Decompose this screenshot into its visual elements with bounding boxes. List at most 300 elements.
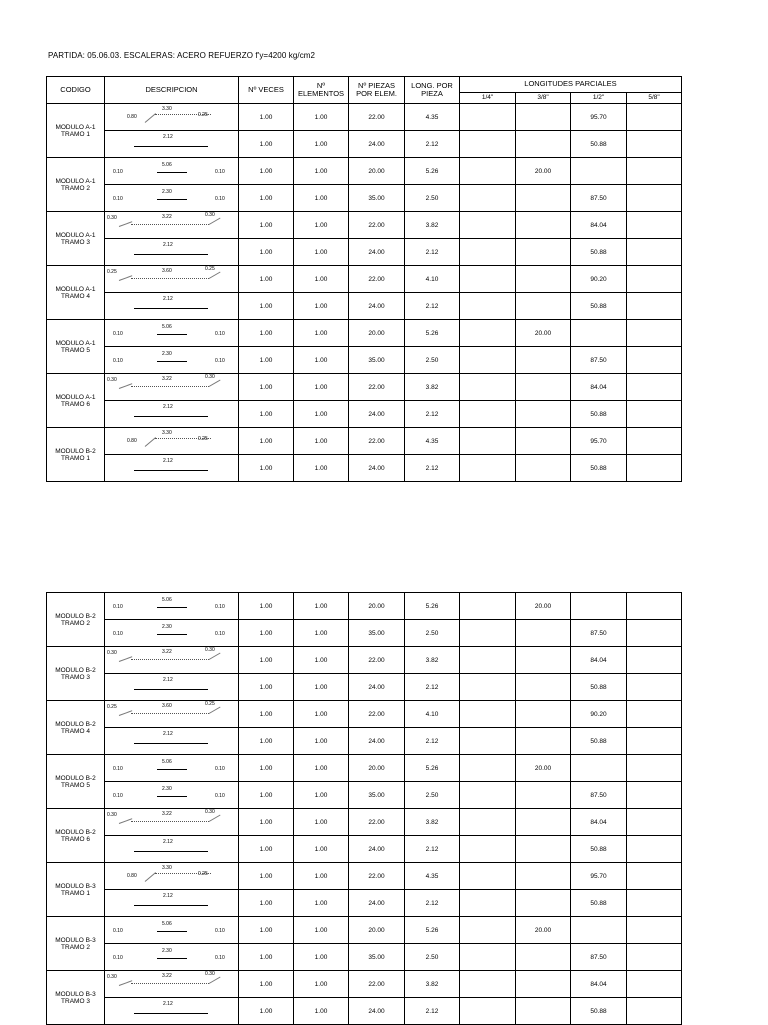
cell-d14 [460,320,516,347]
bar-length-label: 5.06 [162,921,172,927]
descripcion-cell [105,212,239,239]
descripcion-cell [105,131,239,158]
bar-left-label: 0.30 [107,974,117,980]
cell-d58 [627,917,682,944]
cell-veces: 1.00 [239,728,294,755]
cell-long: 2.12 [405,998,460,1025]
bar-right-label: 0.25 [198,871,208,877]
header-veces: Nº VECES [239,77,294,104]
cell-d14 [460,131,516,158]
cell-long: 4.35 [405,104,460,131]
cell-d12 [571,593,627,620]
bar-sketch [105,320,236,346]
cell-d12: 87.50 [571,944,627,971]
cell-long: 2.12 [405,890,460,917]
bar-left-label: 0.10 [113,631,123,637]
bar-sketch [105,620,236,646]
cell-long: 3.82 [405,971,460,998]
cell-d58 [627,728,682,755]
codigo-cell: MODULO B-2 TRAMO 6 [47,809,105,863]
bar-length-label: 3.30 [162,865,172,871]
bar-right-label: 0.25 [205,266,215,272]
codigo-cell: MODULO B-2 TRAMO 3 [47,647,105,701]
header-d58: 5/8" [627,92,682,103]
descripcion-cell [105,701,239,728]
table-row [47,890,682,917]
cell-veces: 1.00 [239,374,294,401]
cell-d58 [627,293,682,320]
cell-elem: 1.00 [294,728,349,755]
bar-line [157,634,187,635]
table-row [47,917,682,944]
bar-right-label: 0.25 [205,701,215,707]
cell-d38 [516,701,571,728]
cell-d12: 84.04 [571,647,627,674]
cell-piezas: 20.00 [349,917,405,944]
cell-elem: 1.00 [294,239,349,266]
cell-elem: 1.00 [294,455,349,482]
bar-length-label: 3.22 [162,214,172,220]
cell-d58 [627,374,682,401]
cell-d38 [516,131,571,158]
cell-veces: 1.00 [239,131,294,158]
cell-d58 [627,944,682,971]
bar-hook-right [209,977,221,984]
descripcion-cell [105,104,239,131]
cell-d58 [627,185,682,212]
cell-d14 [460,266,516,293]
table-row [47,593,682,620]
bar-length-label: 2.12 [163,458,173,464]
cell-d38 [516,863,571,890]
cell-veces: 1.00 [239,647,294,674]
codigo-cell: MODULO A-1 TRAMO 1 [47,104,105,158]
cell-piezas: 24.00 [349,293,405,320]
table-row [47,998,682,1025]
cell-elem: 1.00 [294,293,349,320]
cell-d14 [460,728,516,755]
cell-veces: 1.00 [239,890,294,917]
cell-elem: 1.00 [294,593,349,620]
bar-left-label: 0.10 [113,196,123,202]
cell-long: 2.12 [405,674,460,701]
header-elementos: Nº ELEMENTOS [294,77,349,104]
cell-d14 [460,455,516,482]
cell-d12: 95.70 [571,863,627,890]
cell-d14 [460,374,516,401]
cell-elem: 1.00 [294,212,349,239]
cell-d38 [516,428,571,455]
cell-elem: 1.00 [294,917,349,944]
cell-d14 [460,809,516,836]
bar-left-label: 0.30 [107,377,117,383]
descripcion-cell [105,890,239,917]
cell-d14 [460,620,516,647]
bar-right-label: 0.10 [215,793,225,799]
descripcion-cell [105,647,239,674]
table-row [47,863,682,890]
cell-piezas: 22.00 [349,104,405,131]
cell-elem: 1.00 [294,647,349,674]
cell-d58 [627,158,682,185]
cell-piezas: 20.00 [349,755,405,782]
cell-d58 [627,347,682,374]
cell-long: 2.12 [405,293,460,320]
cell-d38 [516,620,571,647]
cell-d58 [627,212,682,239]
cell-long: 2.12 [405,401,460,428]
cell-long: 4.10 [405,701,460,728]
cell-d38 [516,890,571,917]
bar-right-label: 0.10 [215,196,225,202]
bar-line [134,851,208,852]
cell-d14 [460,185,516,212]
cell-d58 [627,266,682,293]
bar-length-label: 2.12 [163,404,173,410]
cell-piezas: 20.00 [349,158,405,185]
descripcion-cell [105,944,239,971]
bar-line [134,146,208,147]
cell-piezas: 22.00 [349,971,405,998]
bar-line [155,114,211,115]
bar-left-label: 0.10 [113,955,123,961]
table-row [47,293,682,320]
table-row [47,374,682,401]
bar-line [155,873,211,874]
header-d14: 1/4" [460,92,516,103]
cell-d38: 20.00 [516,320,571,347]
bar-left-label: 0.30 [107,650,117,656]
bar-line [157,361,187,362]
codigo-cell: MODULO A-1 TRAMO 5 [47,320,105,374]
cell-piezas: 22.00 [349,266,405,293]
cell-d12 [571,158,627,185]
cell-d58 [627,647,682,674]
cell-elem: 1.00 [294,971,349,998]
descripcion-cell [105,239,239,266]
cell-piezas: 22.00 [349,374,405,401]
cell-elem: 1.00 [294,347,349,374]
bar-sketch [105,836,236,862]
cell-d58 [627,998,682,1025]
bar-line [157,607,187,608]
bar-length-label: 3.30 [162,106,172,112]
bar-right-label: 0.30 [205,374,215,380]
cell-elem: 1.00 [294,620,349,647]
cell-d14 [460,104,516,131]
cell-d58 [627,131,682,158]
header-d12: 1/2" [571,92,627,103]
bar-line [155,438,211,439]
bar-sketch [105,185,236,211]
cell-d38 [516,374,571,401]
cell-d12: 90.20 [571,701,627,728]
cell-piezas: 22.00 [349,212,405,239]
table-row [47,620,682,647]
cell-piezas: 24.00 [349,455,405,482]
cell-d12 [571,917,627,944]
codigo-cell: MODULO B-3 TRAMO 1 [47,863,105,917]
cell-d38: 20.00 [516,158,571,185]
cell-long: 2.50 [405,944,460,971]
cell-elem: 1.00 [294,401,349,428]
cell-elem: 1.00 [294,782,349,809]
bar-right-label: 0.10 [215,169,225,175]
cell-d14 [460,971,516,998]
cell-long: 4.35 [405,863,460,890]
cell-d38 [516,239,571,266]
bar-length-label: 2.12 [163,677,173,683]
bar-sketch [105,131,236,157]
cell-piezas: 22.00 [349,863,405,890]
header-codigo: CODIGO [47,77,105,104]
bar-line [157,958,187,959]
bar-left-label: 0.30 [107,215,117,221]
bar-length-label: 2.12 [163,731,173,737]
bent-bar-sketch [105,104,236,130]
bar-left-label: 0.10 [113,169,123,175]
cell-long: 3.82 [405,809,460,836]
cell-veces: 1.00 [239,428,294,455]
codigo-cell: MODULO B-2 TRAMO 2 [47,593,105,647]
cell-d38 [516,212,571,239]
cell-d14 [460,593,516,620]
bent-bar-sketch [105,374,236,400]
table-row [47,104,682,131]
cell-elem: 1.00 [294,374,349,401]
codigo-cell: MODULO B-3 TRAMO 3 [47,971,105,1025]
bar-right-label: 0.30 [205,212,215,218]
cell-d14 [460,347,516,374]
cell-elem: 1.00 [294,809,349,836]
table-row [47,755,682,782]
table-row [47,701,682,728]
cell-piezas: 24.00 [349,239,405,266]
bar-sketch [105,755,236,781]
descripcion-cell [105,836,239,863]
bar-line [131,278,209,279]
cell-veces: 1.00 [239,620,294,647]
cell-d12: 84.04 [571,971,627,998]
bar-sketch [105,593,236,619]
bar-right-label: 0.30 [205,809,215,815]
bar-right-label: 0.10 [215,604,225,610]
bar-length-label: 2.12 [163,1001,173,1007]
cell-d14 [460,647,516,674]
cell-piezas: 35.00 [349,782,405,809]
bar-left-label: 0.25 [107,269,117,275]
cell-d38: 20.00 [516,917,571,944]
cell-d12: 50.88 [571,728,627,755]
descripcion-cell [105,455,239,482]
cell-d14 [460,158,516,185]
cell-d58 [627,836,682,863]
cell-d38 [516,347,571,374]
table-row [47,809,682,836]
bar-right-label: 0.25 [198,436,208,442]
bar-sketch [105,293,236,319]
cell-d12: 50.88 [571,401,627,428]
table-row [47,320,682,347]
codigo-cell: MODULO B-3 TRAMO 2 [47,917,105,971]
table-row [47,347,682,374]
steel-table-2 [46,592,682,1025]
bar-sketch [105,890,236,916]
cell-d12: 95.70 [571,428,627,455]
cell-elem: 1.00 [294,836,349,863]
table-row [47,674,682,701]
bar-right-label: 0.25 [198,112,208,118]
cell-veces: 1.00 [239,836,294,863]
bar-left-label: 0.10 [113,766,123,772]
cell-d38 [516,647,571,674]
descripcion-cell [105,185,239,212]
table-row [47,239,682,266]
table-row [47,428,682,455]
cell-veces: 1.00 [239,212,294,239]
cell-elem: 1.00 [294,863,349,890]
cell-d14 [460,782,516,809]
descripcion-cell [105,998,239,1025]
cell-d58 [627,863,682,890]
cell-long: 4.35 [405,428,460,455]
cell-d12: 50.88 [571,293,627,320]
descripcion-cell [105,374,239,401]
bar-line [131,821,209,822]
descripcion-cell [105,863,239,890]
cell-elem: 1.00 [294,755,349,782]
bar-line [157,796,187,797]
cell-veces: 1.00 [239,755,294,782]
cell-long: 3.82 [405,374,460,401]
cell-d38 [516,782,571,809]
cell-piezas: 35.00 [349,620,405,647]
cell-veces: 1.00 [239,104,294,131]
cell-d12: 87.50 [571,185,627,212]
cell-veces: 1.00 [239,998,294,1025]
bar-line [157,931,187,932]
bar-hook-right [209,707,221,714]
cell-d58 [627,782,682,809]
bar-line [134,308,208,309]
bent-bar-sketch [105,212,236,238]
bar-length-label: 2.12 [163,296,173,302]
descripcion-cell [105,971,239,998]
bar-left-label: 0.10 [113,928,123,934]
cell-elem: 1.00 [294,998,349,1025]
descripcion-cell [105,917,239,944]
table-row [47,185,682,212]
cell-long: 2.12 [405,836,460,863]
cell-d14 [460,755,516,782]
cell-d12: 90.20 [571,266,627,293]
bar-right-label: 0.30 [205,647,215,653]
bar-sketch [105,782,236,808]
cell-d14 [460,674,516,701]
cell-d38 [516,809,571,836]
cell-d58 [627,755,682,782]
cell-d12: 84.04 [571,809,627,836]
cell-elem: 1.00 [294,428,349,455]
cell-d14 [460,701,516,728]
descripcion-cell [105,401,239,428]
cell-elem: 1.00 [294,266,349,293]
cell-piezas: 35.00 [349,347,405,374]
bar-line [134,743,208,744]
descripcion-cell [105,620,239,647]
bar-length-label: 2.12 [163,839,173,845]
cell-piezas: 20.00 [349,320,405,347]
cell-d58 [627,674,682,701]
cell-veces: 1.00 [239,158,294,185]
cell-d58 [627,809,682,836]
cell-d58 [627,455,682,482]
bar-left-label: 0.25 [107,704,117,710]
bar-length-label: 2.12 [163,893,173,899]
cell-piezas: 22.00 [349,647,405,674]
bar-sketch [105,998,236,1024]
codigo-cell: MODULO B-2 TRAMO 1 [47,428,105,482]
descripcion-cell [105,755,239,782]
bar-line [134,470,208,471]
bent-bar-sketch [105,863,236,889]
bar-length-label: 3.60 [162,703,172,709]
bar-hook-right [209,815,221,822]
bar-line [134,905,208,906]
bent-bar-sketch [105,971,236,997]
bent-bar-sketch [105,266,236,292]
descripcion-cell [105,428,239,455]
cell-piezas: 24.00 [349,998,405,1025]
descripcion-cell [105,593,239,620]
cell-veces: 1.00 [239,917,294,944]
codigo-cell: MODULO A-1 TRAMO 6 [47,374,105,428]
descripcion-cell [105,728,239,755]
steel-table-1 [46,76,682,482]
cell-d12: 50.88 [571,455,627,482]
cell-long: 2.50 [405,347,460,374]
bar-left-label: 0.10 [113,604,123,610]
cell-piezas: 24.00 [349,836,405,863]
cell-piezas: 35.00 [349,185,405,212]
cell-d38 [516,674,571,701]
header-parciales: LONGITUDES PARCIALES [460,77,682,93]
bar-left-label: 0.80 [127,438,137,444]
cell-veces: 1.00 [239,455,294,482]
descripcion-cell [105,320,239,347]
bent-bar-sketch [105,428,236,454]
bar-line [134,416,208,417]
bar-length-label: 3.60 [162,268,172,274]
bar-length-label: 2.30 [162,351,172,357]
cell-long: 2.12 [405,728,460,755]
page-title: PARTIDA: 05.06.03. ESCALERAS: ACERO REFUERZO f'y=4200 kg/cm2 [48,51,316,60]
cell-d12: 84.04 [571,212,627,239]
bar-line [157,769,187,770]
bar-length-label: 3.22 [162,811,172,817]
cell-d38 [516,971,571,998]
bar-length-label: 3.22 [162,376,172,382]
descripcion-cell [105,293,239,320]
cell-elem: 1.00 [294,185,349,212]
cell-elem: 1.00 [294,320,349,347]
descripcion-cell [105,158,239,185]
bar-sketch [105,917,236,943]
cell-veces: 1.00 [239,782,294,809]
bar-line [157,172,187,173]
cell-long: 2.50 [405,782,460,809]
bar-left-label: 0.80 [127,114,137,120]
